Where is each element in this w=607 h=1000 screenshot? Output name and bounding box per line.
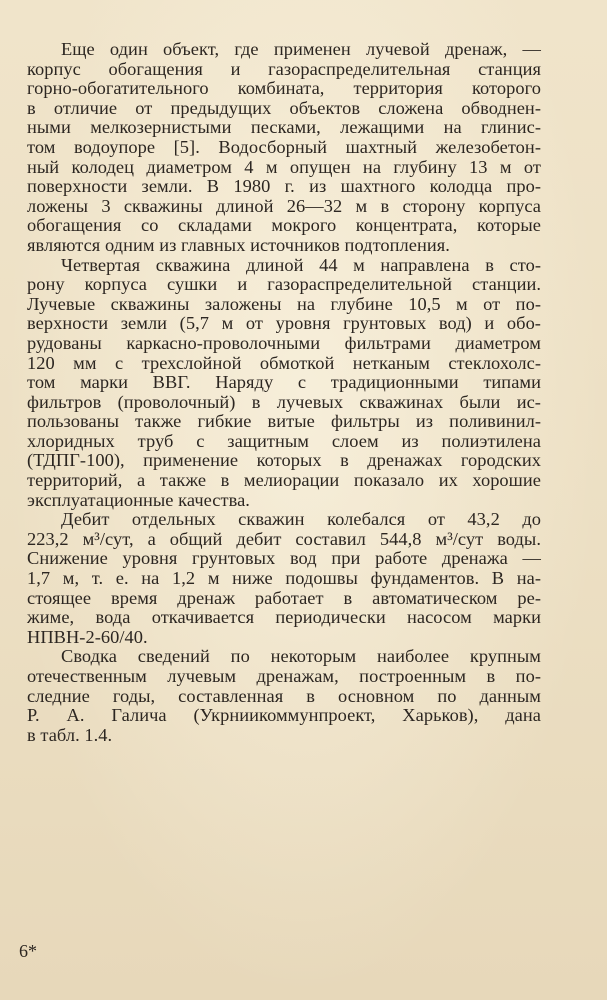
text-line: том марки ВВГ. Наряду с традиционными типами: [27, 372, 541, 393]
text-line: следние годы, составленная в основном по данным: [27, 685, 541, 706]
paragraph: [27, 647, 541, 745]
paragraph: [27, 510, 541, 647]
text-line: Четвертая скважина длиной 44 м направлена в сто-: [61, 254, 541, 275]
text-line: (ТДПГ-100), применение которых в дренажах городских: [27, 450, 541, 471]
text-line: ный колодец диаметром 4 м опущен на глубину 13 м от: [27, 156, 541, 177]
text-line: ложены 3 скважины длиной 26—32 м в сторону корпуса: [27, 195, 541, 216]
text-line: Сводка сведений по некоторым наиболее крупным: [61, 646, 541, 667]
text-line: в табл. 1.4.: [27, 724, 113, 745]
text-line: эксплуатационные качества.: [27, 489, 250, 510]
text-line: 1,7 м, т. е. на 1,2 м ниже подошвы фундаментов. В на-: [27, 568, 541, 589]
text-line: являются одним из главных источников подтопления.: [27, 234, 450, 255]
page-number: 6*: [19, 941, 37, 961]
text-line: фильтров (проволочный) в лучевых скважинах были ис-: [27, 391, 541, 412]
text-line: жиме, вода откачивается периодически насосом марки: [27, 607, 541, 628]
paragraph: [27, 256, 541, 511]
text-line: стоящее время дренаж работает в автоматическом ре-: [27, 587, 541, 608]
text-line: 223,2 м³/сут, а общий дебит составил 544,8 м³/сут воды.: [27, 528, 541, 549]
text-line: хлоридных труб с защитным слоем из полиэтилена: [27, 430, 541, 451]
text-line: верхности земли (5,7 м от уровня грунтовых вод) и обо-: [27, 313, 541, 334]
text-line: корпус обогащения и газораспределительная станция: [27, 58, 541, 79]
text-line: НПВН-2-60/40.: [27, 626, 148, 647]
text-line: обогащения со складами мокрого концентрата, которые: [27, 215, 541, 236]
text-line: территорий, а также в мелиорации показало их хорошие: [27, 470, 541, 491]
text-line: том водоупоре [5]. Водосборный шахтный железобетон-: [27, 136, 541, 157]
text-line: Снижение уровня грунтовых вод при работе дренажа —: [27, 548, 541, 569]
text-line: рудованы каркасно-проволочными фильтрами диаметром: [27, 332, 541, 353]
text-line: поверхности земли. В 1980 г. из шахтного колодца про-: [27, 176, 541, 197]
text-line: горно-обогатительного комбината, территория которого: [27, 78, 541, 99]
body-text: [27, 40, 541, 745]
text-line: Еще один объект, где применен лучевой дренаж, —: [61, 39, 541, 59]
text-line: в отличие от предыдущих объектов сложена обводнен-: [27, 97, 541, 118]
text-line: 120 мм с трехслойной обмоткой нетканым стеклохолс-: [27, 352, 541, 373]
text-line: отечественным лучевым дренажам, построенным в по-: [27, 666, 541, 686]
text-line: рону корпуса сушки и газораспределительной станции.: [27, 274, 541, 295]
text-line: ными мелкозернистыми песками, лежащими на глинис-: [27, 117, 541, 138]
text-line: пользованы также гибкие витые фильтры из поливинил-: [27, 411, 541, 432]
text-line: Р. А. Галича (Укрниикоммунпроект, Харьков), дана: [27, 705, 541, 726]
text-line: Лучевые скважины заложены на глубине 10,5 м от по-: [27, 293, 541, 314]
text-line: Дебит отдельных скважин колебался от 43,2 до: [61, 509, 541, 530]
paragraph: [27, 40, 541, 256]
